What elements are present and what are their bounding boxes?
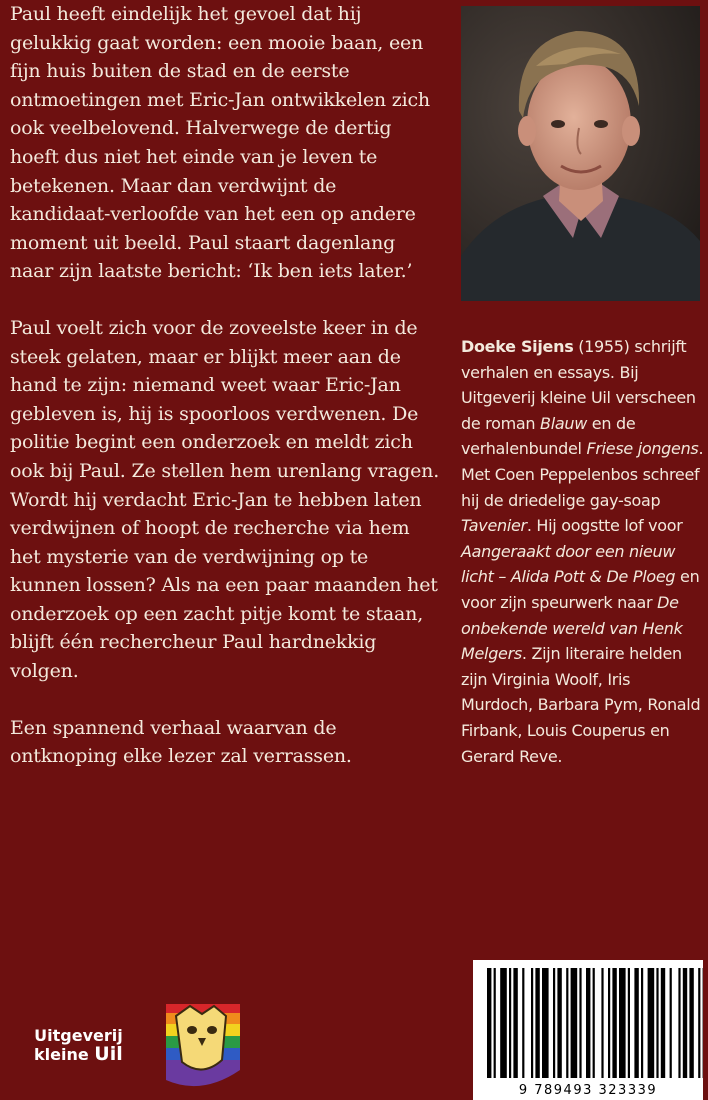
barcode-bar: [683, 968, 687, 1078]
barcode-bar: [522, 968, 524, 1078]
barcode-bar: [535, 968, 539, 1078]
isbn-barcode: [473, 960, 703, 1100]
blurb-paragraph-1: Paul heeft eindelijk het gevoel dat hij gelukkig gaat worden: een mooie baan, een fijn huis buiten de stad en de eerste ontmoetingen met Eric-Jan ontwikkelen zich ook veelbelovend. Halverwege de dertig hoeft dus niet het einde van je leven te betekenen. Maar dan verdwijnt de kandidaat-verloofde van het een op andere moment uit beeld. Paul staart dagenlang naar zijn laatste bericht: ‘Ik ben iets later.’: [10, 3, 430, 283]
barcode-bar: [571, 968, 578, 1078]
barcode-bar: [566, 968, 568, 1078]
author-bio: Doeke Sijens (1955) schrijft verhalen en essays. Bij Uitgeverij kleine Uil verscheen de roman Blauw en de verhalenbundel Friese jongens. Met Coen Peppelenbos schreef hij de driedelige gay-soap Tavenier. Hij oogstte lof voor Aangeraakt door een nieuw licht – Alida Pott & De Ploeg en voor zijn speurwerk naar De onbekende wereld van Henk Melgers. Zijn literaire helden zijn Virginia Woolf, Iris Murdoch, Barbara Pym, Ronald Firbank, Louis Couperus en Gerard Reve.: [461, 337, 704, 766]
barcode-bar: [557, 968, 561, 1078]
barcode-bar: [641, 968, 643, 1078]
barcode-bar: [608, 968, 610, 1078]
barcode-bar: [509, 968, 511, 1078]
barcode-bars: [473, 960, 703, 1078]
barcode-bar: [648, 968, 655, 1078]
blurb-paragraph-3: Een spannend verhaal waarvan de ontknoping elke lezer zal verrassen.: [10, 716, 352, 768]
barcode-bar: [531, 968, 533, 1078]
book-title: Friese jongens: [586, 439, 699, 459]
barcode-bar: [601, 968, 603, 1078]
publisher-logo: [30, 1000, 250, 1095]
book-title: Aangeraakt door een nieuw licht – Alida Pott & De Ploeg: [461, 541, 676, 587]
author-name: Doeke Sijens: [461, 337, 574, 356]
barcode-bar: [678, 968, 680, 1078]
barcode-bar: [634, 968, 638, 1078]
barcode-bar: [670, 968, 672, 1078]
barcode-bar: [689, 968, 693, 1078]
barcode-bar: [500, 968, 507, 1078]
owl-rainbow-icon: [160, 1000, 244, 1092]
barcode-bar: [656, 968, 658, 1078]
publisher-name: Uitgeverij kleine Uil: [34, 1026, 123, 1065]
book-title: De onbekende wereld van Henk Melgers: [461, 592, 683, 664]
barcode-bar: [619, 968, 626, 1078]
barcode-bar: [586, 968, 590, 1078]
barcode-bar: [698, 968, 700, 1078]
barcode-bar: [579, 968, 581, 1078]
barcode-bar: [542, 968, 549, 1078]
barcode-bar: [553, 968, 555, 1078]
book-title: Tavenier: [461, 516, 527, 536]
barcode-bar: [661, 968, 665, 1078]
barcode-bar: [513, 968, 517, 1078]
barcode-bar: [628, 968, 630, 1078]
blurb-paragraph-2: Paul voelt zich voor de zoveelste keer in de steek gelaten, maar er blijkt meer aan de hand te zijn: niemand weet waar Eric-Jan gebleven is, hij is spoorloos verdwenen. De politie begint een onderzoek en meldt zich ook bij Paul. Ze stellen hem urenlang vragen. Wordt hij verdacht Eric-Jan te hebben laten verdwijnen of hoopt de recherche via hem het mysterie van de verdwijning op te kunnen lossen? Als na een paar maanden het onderzoek op een zacht pitje komt te staan, blijft één rechercheur Paul hardnekkig volgen.: [10, 316, 440, 683]
barcode-bar: [487, 968, 491, 1078]
author-photo: [461, 6, 700, 301]
isbn-number: 9 789493 323339: [518, 1083, 658, 1098]
barcode-bar: [612, 968, 616, 1078]
barcode-bar: [494, 968, 496, 1078]
back-cover-blurb: [10, 0, 440, 799]
barcode-bar: [593, 968, 595, 1078]
author-portrait-image: [461, 6, 700, 301]
book-title: Blauw: [540, 413, 587, 433]
